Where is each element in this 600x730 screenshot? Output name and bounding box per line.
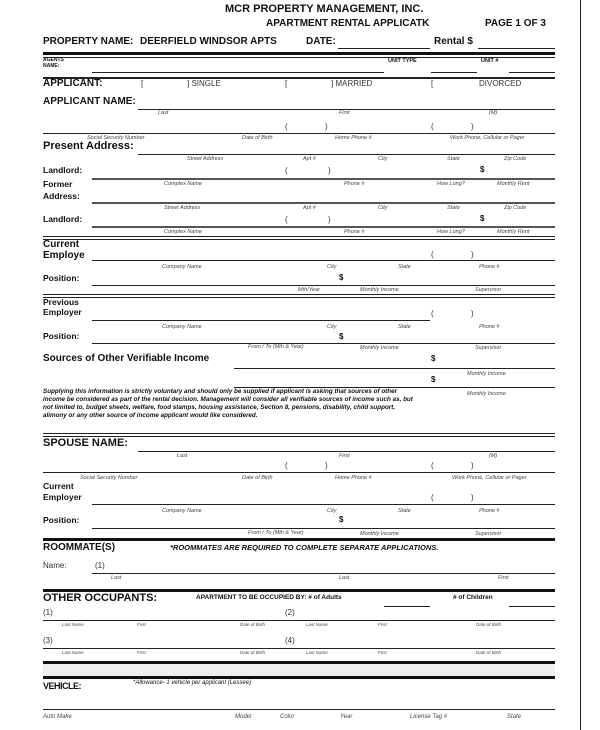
children-label: # of Children <box>453 594 493 601</box>
zip-label: Zip Code <box>504 156 527 162</box>
roommate-name-label: Name: <box>43 561 67 570</box>
current-label: Current <box>43 481 74 491</box>
adults-label: APARTMENT TO BE OCCUPIED BY: # of Adults <box>196 594 342 601</box>
monthly-income-label: Monthly Income <box>467 371 506 377</box>
divorced-label: DIVORCED <box>479 79 522 88</box>
license-tag-label: License Tag # <box>410 714 448 720</box>
year-label: Year <box>340 714 353 720</box>
work-phone-label: Work Phone, Cellular or Pager <box>450 135 525 141</box>
dob-label: Date of Birth <box>476 650 502 655</box>
ssn-label: Social Security Number <box>80 475 138 481</box>
position-field[interactable] <box>92 285 555 286</box>
occupant-number: (3) <box>43 636 53 645</box>
current-employer-field[interactable] <box>92 260 555 261</box>
dollar-sign: $ <box>431 354 436 363</box>
color-label: Color <box>280 714 295 720</box>
company-label: Company Name <box>162 324 202 330</box>
former-address-field[interactable] <box>92 202 555 204</box>
occupant-row-field[interactable] <box>43 620 555 621</box>
present-address-label: Present Address: <box>43 140 134 152</box>
landlord-label: Landlord: <box>43 214 83 224</box>
unit-number-label: UNIT # <box>481 58 499 64</box>
paren: ) <box>471 250 474 259</box>
from-to-label: From / To (Mth & Year) <box>248 344 304 350</box>
phone-label: Phone # <box>479 508 500 514</box>
roommates-note: *ROOMMATES ARE REQUIRED TO COMPLETE SEPARATE APPLICATIONS. <box>170 543 439 552</box>
single-label: ] SINGLE <box>187 79 221 88</box>
page-number: PAGE 1 OF 3 <box>485 18 546 29</box>
work-phone-label: Work Phone, Cellular or Pager <box>452 475 527 481</box>
date-label: DATE: <box>306 36 336 47</box>
position-field[interactable] <box>92 343 555 344</box>
first-label: First <box>137 622 146 627</box>
dollar-sign: $ <box>339 273 344 282</box>
last-name-label: Last Name <box>62 650 84 655</box>
applicant-name-label: APPLICANT NAME: <box>43 96 136 107</box>
divider <box>43 297 555 298</box>
auto-make-label: Auto Make <box>43 714 72 720</box>
paren: ) <box>471 122 474 131</box>
spouse-name-label: SPOUSE NAME: <box>43 437 128 449</box>
shaded-band <box>43 664 555 676</box>
dob-label: Date of Birth <box>242 475 273 481</box>
how-long-label: How Long? <box>437 181 465 187</box>
form-title: APARTMENT RENTAL APPLICATK <box>266 18 430 29</box>
first-label: First <box>339 453 350 459</box>
divider <box>43 236 555 237</box>
paren: ) <box>325 461 328 470</box>
dollar-sign: $ <box>480 165 485 174</box>
paren: ( <box>431 461 434 470</box>
last-name-label: Last Name <box>306 650 328 655</box>
supervisor-label: Supervisor <box>475 287 502 293</box>
rental-label: Rental $ <box>434 36 473 47</box>
dob-label: Date of Birth <box>240 650 266 655</box>
paren: ( <box>285 122 288 131</box>
address-label: Address: <box>43 191 80 201</box>
children-field[interactable] <box>509 606 555 607</box>
last-label: Last <box>339 575 350 581</box>
last-label: Last <box>158 110 169 116</box>
property-label: PROPERTY NAME: <box>43 36 134 47</box>
spouse-name-field[interactable] <box>138 451 555 452</box>
city-label: City <box>327 324 337 330</box>
mi-label: (M) <box>489 453 498 459</box>
phone-label: Phone # <box>344 181 365 187</box>
ssn-phone-field[interactable] <box>43 133 555 134</box>
divorced-checkbox[interactable]: [ <box>431 79 434 88</box>
dob-label: Date of Birth <box>476 622 502 627</box>
dollar-sign: $ <box>339 515 344 524</box>
occupant-row-field[interactable] <box>43 648 555 649</box>
divider <box>43 239 555 240</box>
position-label: Position: <box>43 515 80 525</box>
vehicle-label: VEHICLE: <box>43 681 82 691</box>
dob-label: Date of Birth <box>240 622 266 627</box>
other-income-label: Sources of Other Verifiable Income <box>43 353 210 364</box>
applicant-label: APPLICANT: <box>43 78 103 89</box>
apt-label: Apt # <box>303 156 316 162</box>
occupant-number: (1) <box>43 608 53 617</box>
employer-label: Employer <box>43 307 82 317</box>
company-label: Company Name <box>162 508 202 514</box>
married-label: ] MARRIED <box>331 79 373 88</box>
monthly-rent-label: Monthly Rent <box>497 229 530 235</box>
adults-field[interactable] <box>384 606 430 607</box>
dollar-sign: $ <box>480 214 485 223</box>
paren: ( <box>285 166 288 175</box>
monthly-rent-label: Monthly Rent <box>497 181 530 187</box>
landlord-field[interactable] <box>92 226 555 228</box>
street-label: Street Address <box>164 205 201 211</box>
home-phone-label: Home Phone # <box>335 135 372 141</box>
rental-field[interactable] <box>478 48 555 49</box>
paren: ) <box>325 122 328 131</box>
phone-label: Phone # <box>479 324 500 330</box>
present-address-field[interactable] <box>138 154 555 155</box>
street-label: Street Address <box>187 156 224 162</box>
monthly-income-label: Monthly Income <box>360 531 399 537</box>
vehicle-note: *Allowance- 1 vehicle per applicant (Lessee) <box>133 680 252 686</box>
paren: ) <box>471 493 474 502</box>
unit-type-field[interactable] <box>431 72 477 73</box>
complex-label: Complex Name <box>164 181 202 187</box>
home-phone-label: Home Phone # <box>335 475 372 481</box>
dollar-sign: $ <box>339 332 344 341</box>
roommate-name-field[interactable] <box>92 573 555 574</box>
spouse-ssn-phone-field[interactable] <box>43 472 555 473</box>
last-label: Last <box>111 575 122 581</box>
phone-label: Phone # <box>344 229 365 235</box>
company-label: Company Name <box>162 264 202 270</box>
agents-name-label: NAME: <box>43 63 60 69</box>
monthly-income-label: Monthly Income <box>360 287 399 293</box>
how-long-label: How Long? <box>437 229 465 235</box>
last-name-label: Last Name <box>62 622 84 627</box>
monthly-income-label: Monthly Income <box>467 391 506 397</box>
occupant-number: (4) <box>285 636 295 645</box>
state-label: State <box>398 324 411 330</box>
divider <box>43 294 555 295</box>
divider <box>43 52 555 55</box>
single-checkbox[interactable]: [ <box>141 79 144 88</box>
dollar-sign: $ <box>431 375 436 384</box>
first-label: First <box>339 110 350 116</box>
paren: ( <box>431 250 434 259</box>
divider <box>43 433 555 434</box>
position-label: Position: <box>43 331 80 341</box>
first-label: First <box>498 575 509 581</box>
other-occupants-label: OTHER OCCUPANTS: <box>43 592 158 604</box>
paren: ( <box>431 122 434 131</box>
page-border <box>580 0 581 730</box>
other-income-field[interactable] <box>234 368 555 369</box>
divider <box>43 676 555 679</box>
agents-label: AGENTS <box>43 57 64 63</box>
married-checkbox[interactable]: [ <box>285 79 288 88</box>
model-label: Model <box>235 714 252 720</box>
state-label: State <box>447 205 460 211</box>
monthly-income-label: Monthly Income <box>360 345 399 351</box>
paren: ( <box>285 215 288 224</box>
from-to-label: From / To (Mth & Year) <box>248 530 304 536</box>
landlord-label: Landlord: <box>43 165 83 175</box>
paren: ( <box>285 461 288 470</box>
supervisor-label: Supervisor <box>475 345 502 351</box>
vehicle-field[interactable] <box>43 709 555 710</box>
spouse-employer-field[interactable] <box>92 504 555 505</box>
current-label: Current <box>43 239 80 250</box>
divider <box>43 57 555 58</box>
landlord-field[interactable] <box>92 178 555 180</box>
paren: ) <box>328 215 331 224</box>
first-label: First <box>378 650 387 655</box>
roommate-number: (1) <box>95 561 105 570</box>
position-field[interactable] <box>92 528 555 529</box>
city-label: City <box>327 264 337 270</box>
first-label: First <box>378 622 387 627</box>
city-label: City <box>378 205 388 211</box>
agent-name-field[interactable] <box>92 72 384 73</box>
state-label: State <box>398 264 411 270</box>
date-field[interactable] <box>338 48 430 49</box>
former-label: Former <box>43 179 73 189</box>
income-disclaimer: Supplying this information is strictly voluntary and should only be supplied if applicant is asking that sources of other income be considered as part of the rental decision. Management will consider all verifiable sources of income such as, but not limited to, budget sheets, welfare, food stamps, housing assistance, Section 8, pensions, disability, child support, alimony or any other source of income applicant would like considered. <box>43 388 413 419</box>
supervisor-label: Supervisor <box>475 531 502 537</box>
ssn-label: Social Security Number <box>87 135 145 141</box>
complex-label: Complex Name <box>164 229 202 235</box>
unit-type-label: UNIT TYPE <box>388 58 417 64</box>
previous-employer-field[interactable] <box>92 320 430 321</box>
company-name: MCR PROPERTY MANAGEMENT, INC. <box>225 3 424 15</box>
paren: ) <box>471 309 474 318</box>
apt-label: Apt # <box>303 205 316 211</box>
paren: ) <box>328 166 331 175</box>
phone-label: Phone # <box>479 264 500 270</box>
position-label: Position: <box>43 273 80 283</box>
employer-label: Employer <box>43 492 82 502</box>
paren: ( <box>431 309 434 318</box>
unit-number-field[interactable] <box>509 72 555 73</box>
dob-label: Date of Birth <box>242 135 273 141</box>
last-name-label: Last Name <box>306 622 328 627</box>
divider <box>43 538 555 541</box>
last-label: Last <box>177 453 188 459</box>
property-value: DEERFIELD WINDSOR APTS <box>140 36 277 47</box>
mi-label: (M) <box>489 110 498 116</box>
state-label: State <box>507 714 522 720</box>
employe-label: Employe <box>43 250 85 261</box>
paren: ( <box>431 493 434 502</box>
city-label: City <box>378 156 388 162</box>
city-label: City <box>327 508 337 514</box>
previous-label: Previous <box>43 297 79 307</box>
mth-year-label: Mth/Year <box>298 287 321 293</box>
state-label: State <box>398 508 411 514</box>
first-label: First <box>137 650 146 655</box>
roommates-label: ROOMMATE(S) <box>43 542 116 553</box>
state-label: State <box>447 156 460 162</box>
zip-label: Zip Code <box>504 205 527 211</box>
paren: ) <box>471 461 474 470</box>
occupant-number: (2) <box>285 608 295 617</box>
